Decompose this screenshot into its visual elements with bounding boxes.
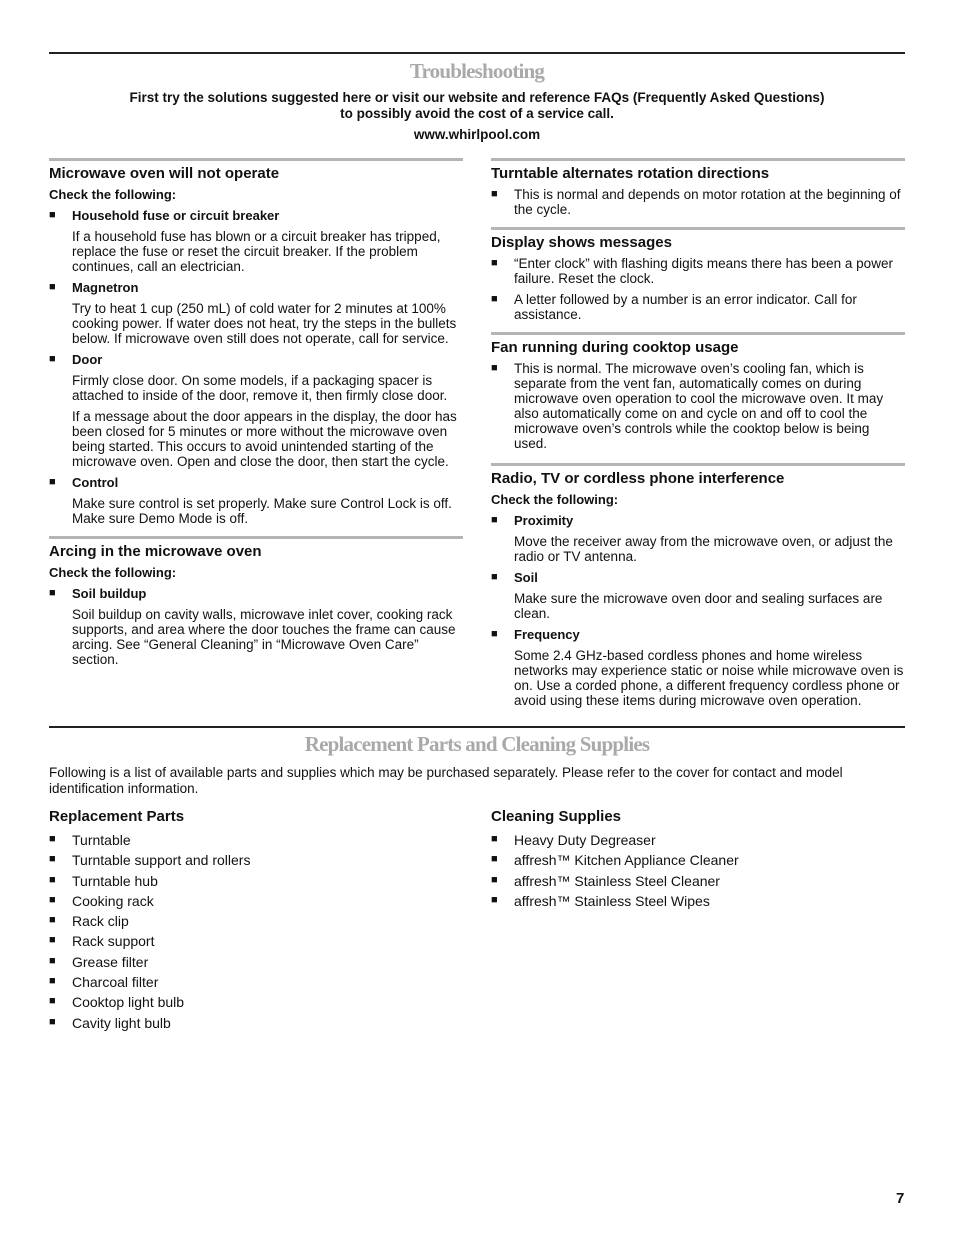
square-bullet-icon: ■: [491, 893, 498, 906]
square-bullet-icon: ■: [491, 571, 498, 583]
replacement-columns: [49, 808, 905, 1035]
list-item-label: Turntable: [72, 832, 131, 848]
item-heading: Control: [72, 475, 119, 490]
square-bullet-icon: ■: [49, 353, 56, 365]
item-text: If a message about the door appears in the display, the door has been closed for 5 minutes or more without the microwave oven being started. This occurs to avoid unintended starting of the microwave oven. Open and close the door, then start the cycle.: [72, 409, 457, 469]
check-label: Check the following:: [49, 187, 177, 202]
issue-fan: [491, 332, 905, 451]
list-item-label: Turntable hub: [72, 872, 158, 889]
check-label: Check the following:: [49, 565, 177, 580]
parts-heading: Replacement Parts: [49, 808, 185, 825]
troubleshooting-columns: [49, 158, 905, 718]
square-bullet-icon: ■: [49, 995, 56, 1008]
square-bullet-icon: ■: [49, 914, 56, 927]
square-bullet-icon: ■: [49, 853, 56, 866]
list-item-label: Turntable support and rollers: [72, 852, 251, 869]
list-item: [49, 586, 463, 601]
cleaning-column: [491, 808, 905, 1035]
square-bullet-icon: ■: [49, 587, 56, 599]
list-item: [49, 280, 463, 295]
item-text: This is normal. The microwave oven’s cooling fan, which is separate from the vent fan, automatically comes on during microwave oven operation to cool the microwave oven. It may also automatically come on and cycle on and off to cool the microwave oven’s controls while the cooktop below is being used.: [514, 361, 884, 451]
item-text: “Enter clock” with flashing digits means there has been a power failure. Reset the clock.: [514, 256, 893, 286]
item-text: A letter followed by a number is an error indicator. Call for assistance.: [514, 292, 857, 322]
item-heading: Magnetron: [72, 280, 139, 295]
square-bullet-icon: ■: [491, 628, 498, 640]
item-text: Move the receiver away from the microwave oven, or adjust the radio or TV antenna.: [514, 534, 893, 564]
issue-interference: [491, 463, 905, 708]
list-item: [49, 832, 463, 848]
item-text: Try to heat 1 cup (250 mL) of cold water for 2 minutes at 100% cooking power. If water does not heat, try the steps in the bullets below. If microwave oven still does not operate, call for service.: [72, 301, 457, 346]
list-item: [491, 852, 905, 868]
troubleshooting-title: Troubleshooting: [409, 59, 545, 83]
issue-turntable: [491, 158, 905, 217]
list-item: [491, 256, 905, 286]
square-bullet-icon: ■: [49, 833, 56, 845]
square-bullet-icon: ■: [49, 975, 56, 988]
item-heading: Soil buildup: [72, 586, 147, 601]
square-bullet-icon: ■: [491, 833, 498, 845]
list-item: [49, 893, 463, 909]
list-item-label: Grease filter: [72, 953, 149, 970]
list-item: [49, 954, 463, 970]
square-bullet-icon: ■: [491, 188, 498, 200]
parts-column: [49, 808, 463, 1035]
list-item-label: affresh™ Kitchen Appliance Cleaner: [514, 852, 739, 869]
list-item: [49, 994, 463, 1010]
square-bullet-icon: ■: [49, 934, 56, 947]
issue-heading: Arcing in the microwave oven: [49, 543, 262, 560]
replacement-intro: Following is a list of available parts and supplies which may be purchased separately. Please refer to the cover for contact and model identification information.: [49, 765, 843, 796]
check-label: Check the following:: [491, 492, 619, 507]
square-bullet-icon: ■: [491, 853, 498, 866]
page-number: 7: [896, 1190, 905, 1207]
list-item: [49, 933, 463, 949]
square-bullet-icon: ■: [49, 209, 56, 221]
troubleshooting-intro: [49, 90, 905, 122]
parts-list: [49, 832, 463, 1031]
list-item-label: Rack clip: [72, 913, 129, 930]
list-item-label: Cooktop light bulb: [72, 994, 185, 1011]
square-bullet-icon: ■: [491, 257, 498, 269]
square-bullet-icon: ■: [491, 362, 498, 374]
list-item: [491, 513, 905, 528]
cleaning-heading: Cleaning Supplies: [491, 808, 622, 825]
issue-display: [491, 227, 905, 322]
list-item-label: Rack support: [72, 933, 155, 950]
issue-heading: Turntable alternates rotation directions: [491, 165, 770, 182]
item-heading: Household fuse or circuit breaker: [72, 208, 280, 223]
left-column: [49, 158, 463, 718]
square-bullet-icon: ■: [49, 1015, 56, 1028]
list-item: [49, 974, 463, 990]
item-text: Some 2.4 GHz-based cordless phones and home wireless networks may experience static or noise while microwave oven is on. Use a corded phone, a different frequency cordless phone or avoid using these items during microwave oven operation.: [514, 648, 904, 708]
item-text: Firmly close door. On some models, if a packaging spacer is attached to inside of the door, remove it, then firmly close door.: [72, 373, 448, 403]
list-item: [49, 852, 463, 868]
list-item: [49, 913, 463, 929]
list-item: [49, 208, 463, 223]
intro-line-2: to possibly avoid the cost of a service call.: [340, 106, 614, 121]
list-item-label: Cooking rack: [72, 892, 154, 909]
issue-arcing: [49, 536, 463, 667]
website-link[interactable]: www.whirlpool.com: [413, 127, 541, 142]
square-bullet-icon: ■: [49, 893, 56, 906]
item-text: Soil buildup on cavity walls, microwave inlet cover, cooking rack supports, and area where the door touches the frame can cause arcing. See “General Cleaning” in “Microwave Oven Care” section.: [72, 607, 456, 667]
issue-heading: Fan running during cooktop usage: [491, 339, 739, 356]
list-item: [491, 570, 905, 585]
issue-heading: Display shows messages: [491, 234, 672, 251]
list-item: [491, 292, 905, 322]
intro-line-1: First try the solutions suggested here or visit our website and reference FAQs (Frequently Asked Questions): [129, 90, 825, 105]
item-text: Make sure control is set properly. Make sure Control Lock is off. Make sure Demo Mode is off.: [72, 496, 452, 526]
cleaning-list: [491, 832, 905, 909]
square-bullet-icon: ■: [491, 514, 498, 526]
list-item-label: Cavity light bulb: [72, 1014, 171, 1031]
list-item: [491, 361, 905, 451]
square-bullet-icon: ■: [49, 873, 56, 886]
section-rule: [49, 726, 905, 728]
square-bullet-icon: ■: [491, 293, 498, 305]
item-heading: Door: [72, 352, 103, 367]
item-heading: Frequency: [514, 627, 580, 642]
replacement-title: Replacement Parts and Cleaning Supplies: [304, 732, 650, 756]
item-text: If a household fuse has blown or a circuit breaker has tripped, replace the fuse or reset the circuit breaker. If the problem continues, call an electrician.: [72, 229, 441, 274]
item-text: This is normal and depends on motor rotation at the beginning of the cycle.: [514, 187, 901, 217]
manual-page: [49, 52, 905, 1035]
square-bullet-icon: ■: [49, 281, 56, 293]
square-bullet-icon: ■: [491, 873, 498, 886]
list-item: [491, 832, 905, 848]
item-text: Make sure the microwave oven door and sealing surfaces are clean.: [514, 591, 883, 621]
list-item: [491, 627, 905, 642]
list-item-label: affresh™ Stainless Steel Cleaner: [514, 872, 720, 889]
list-item: [49, 873, 463, 889]
list-item-label: affresh™ Stainless Steel Wipes: [514, 892, 710, 909]
issue-heading: Radio, TV or cordless phone interference: [491, 470, 785, 487]
list-item-label: Heavy Duty Degreaser: [514, 832, 656, 848]
issue-will-not-operate: [49, 158, 463, 526]
item-heading: Soil: [514, 570, 538, 585]
list-item: [49, 1015, 463, 1031]
item-heading: Proximity: [514, 513, 574, 528]
square-bullet-icon: ■: [49, 954, 56, 967]
list-item: [49, 352, 463, 367]
list-item: [49, 475, 463, 490]
list-item: [491, 187, 905, 217]
top-rule: [49, 52, 905, 54]
square-bullet-icon: ■: [49, 476, 56, 488]
list-item-label: Charcoal filter: [72, 974, 159, 991]
list-item: [491, 873, 905, 889]
list-item: [491, 893, 905, 909]
issue-heading: Microwave oven will not operate: [49, 165, 280, 182]
right-column: [491, 158, 905, 718]
